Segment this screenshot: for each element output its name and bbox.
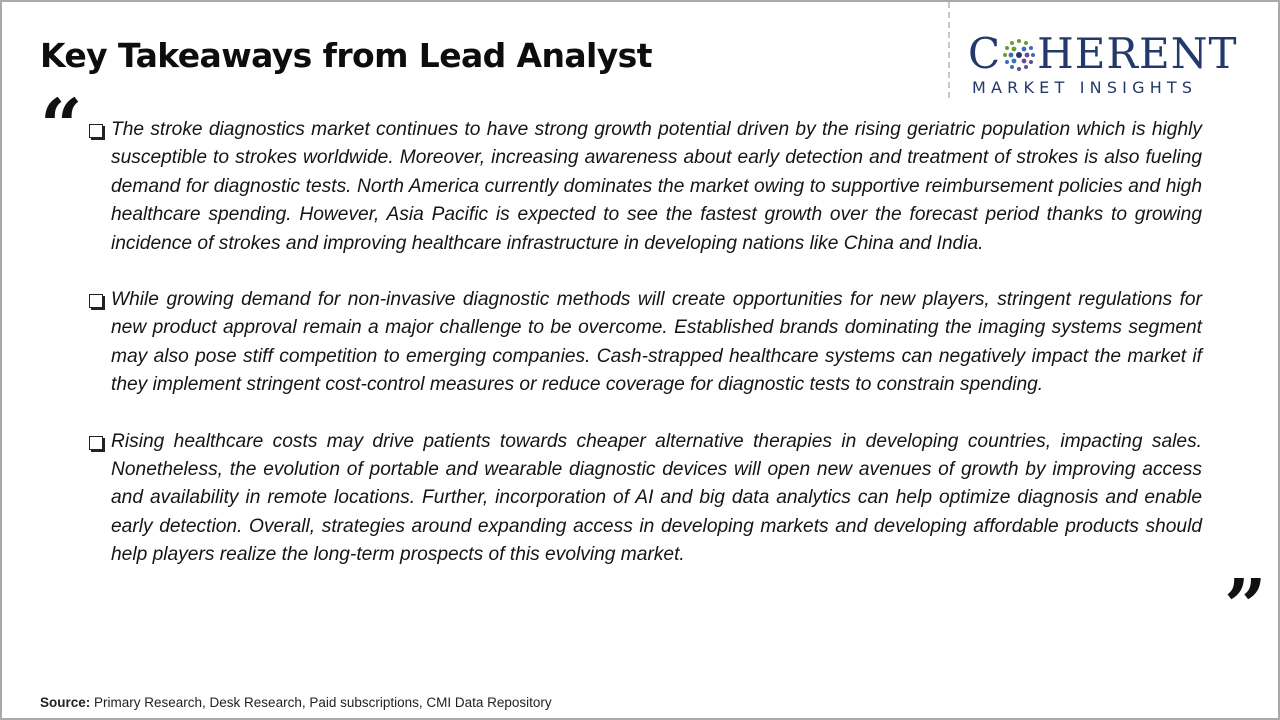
logo-brand-rest: HERENT: [1037, 29, 1238, 78]
checkbox-bullet-icon: [89, 294, 103, 308]
source-text: Primary Research, Desk Research, Paid subscriptions, CMI Data Repository: [90, 695, 552, 710]
page-title: Key Takeaways from Lead Analyst: [40, 36, 652, 75]
list-item-text: While growing demand for non-invasive diagnostic methods will create opportunities for new players, stringent regulations for new product approval remain a major challenge to be overcome. Established brands dominating the imaging systems segment may also pose stiff competition to emerging companies. Cash-strapped healthcare systems can negatively impact the market if they implement stringent cost-control measures or reduce coverage for diagnostic tests to constrain spending.: [111, 289, 1202, 396]
dotted-globe-icon: [1002, 34, 1036, 68]
close-quote-icon: ”: [1224, 564, 1267, 650]
takeaways-list: [86, 116, 1202, 598]
company-logo: [968, 30, 1268, 100]
list-item-text: Rising healthcare costs may drive patients towards cheaper alternative therapies in developing countries, impacting sales. Nonetheless, the evolution of portable and wearable diagnostic devices will open new avenues of growth by improving access and availability in remote locations. Further, incorporation of AI and big data analytics can help optimize diagnosis and enable early detection. Overall, strategies around expanding access in developing markets and developing affordable products should help players realize the long-term prospects of this evolving market.: [111, 430, 1202, 566]
logo-brand-first-letter: C: [968, 29, 1002, 78]
checkbox-bullet-icon: [89, 436, 103, 450]
open-quote-icon: “: [40, 84, 83, 170]
source-note: [40, 695, 552, 710]
list-item: [86, 116, 1202, 258]
list-item-text: The stroke diagnostics market continues to have strong growth potential driven by the rising geriatric population which is highly susceptible to strokes worldwide. Moreover, increasing awareness about early detection and treatment of strokes is also fueling demand for diagnostic tests. North America currently dominates the market owing to supportive reimbursement policies and high healthcare spending. However, Asia Pacific is expected to see the fastest growth over the forecast period thanks to growing incidence of strokes and improving healthcare infrastructure in developing nations like China and India.: [111, 119, 1202, 254]
logo-brand: [968, 30, 1237, 78]
logo-subtitle: MARKET INSIGHTS: [972, 78, 1198, 97]
header-divider: [948, 2, 950, 98]
checkbox-bullet-icon: [89, 124, 103, 138]
list-item: [86, 286, 1202, 400]
source-label: Source:: [40, 695, 91, 710]
list-item: [86, 428, 1202, 570]
